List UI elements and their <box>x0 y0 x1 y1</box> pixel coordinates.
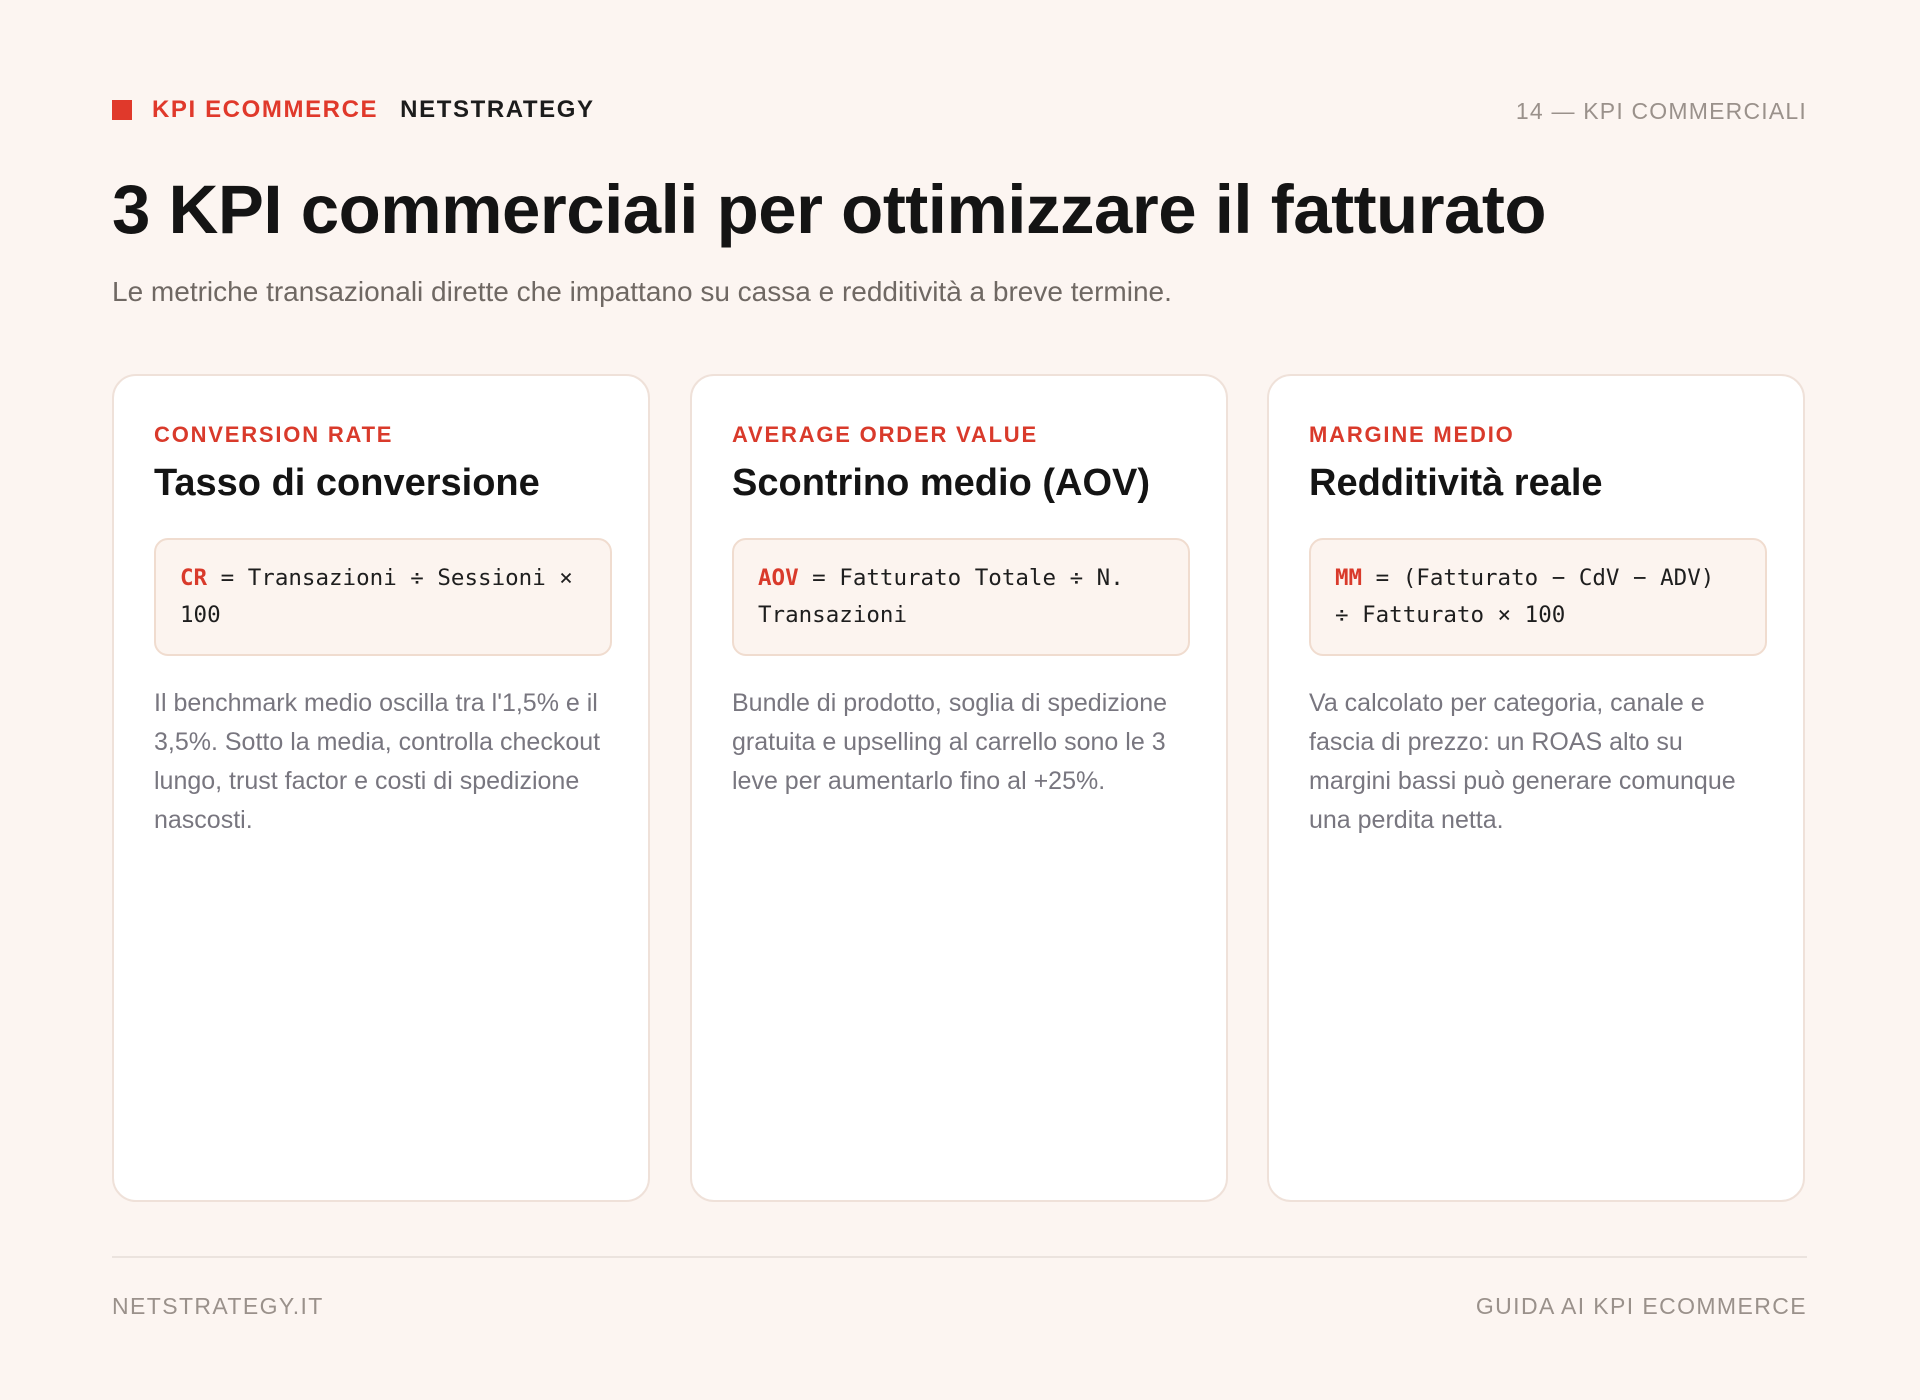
card-label: MARGINE MEDIO <box>1309 422 1515 447</box>
formula-box <box>154 538 612 656</box>
footer-guide: GUIDA AI KPI ECOMMERCE <box>1475 1293 1807 1319</box>
brand-name: NETSTRATEGY <box>400 96 595 123</box>
formula-key: MM <box>1335 565 1363 591</box>
card-title: Scontrino medio (AOV) <box>732 462 1150 504</box>
page-title: 3 KPI commerciali per ottimizzare il fatturato <box>112 171 1547 248</box>
card-description: Bundle di prodotto, soglia di spedizione gratuita e upselling al carrello sono le 3 leve per aumentarlo fino al +25%. <box>732 689 1168 795</box>
card-description: Va calcolato per categoria, canale e fascia di prezzo: un ROAS alto su margini bassi può generare comunque una perdita netta. <box>1309 689 1736 834</box>
card-title: Tasso di conversione <box>154 462 540 504</box>
brand <box>112 96 595 124</box>
card-description: Il benchmark medio oscilla tra l'1,5% e il 3,5%. Sotto la media, controlla checkout lungo, trust factor e costi di spedizione nascosti. <box>154 689 601 834</box>
header-bar <box>112 96 1807 126</box>
formula-expression: = Fatturato Totale ÷ N. Transazioni <box>758 565 1124 628</box>
brand-square-icon <box>112 100 132 120</box>
formula-key: AOV <box>758 565 799 591</box>
card-label: CONVERSION RATE <box>154 422 394 447</box>
footer-divider <box>112 1256 1807 1258</box>
slide-label: 14 — KPI COMMERCIALI <box>1515 98 1807 124</box>
kpi-card-margine-medio <box>1267 374 1805 1202</box>
slide <box>112 0 1807 1400</box>
formula-box <box>1309 538 1767 656</box>
card-label: AVERAGE ORDER VALUE <box>732 422 1038 447</box>
kpi-card-average-order-value <box>690 374 1228 1202</box>
card-title: Redditività reale <box>1309 462 1603 504</box>
formula-key: CR <box>180 565 208 591</box>
kpi-cards <box>112 374 1807 1206</box>
footer-site: NETSTRATEGY.IT <box>112 1293 324 1319</box>
formula-box <box>732 538 1190 656</box>
formula-expression: = Transazioni ÷ Sessioni × 100 <box>180 565 573 628</box>
kpi-label: KPI ECOMMERCE <box>152 96 379 123</box>
formula-expression: = (Fatturato − CdV − ADV) ÷ Fatturato × 100 <box>1335 565 1715 628</box>
page-subtitle: Le metriche transazionali dirette che impattano su cassa e redditività a breve termine. <box>112 276 1172 307</box>
kpi-card-conversion-rate <box>112 374 650 1202</box>
